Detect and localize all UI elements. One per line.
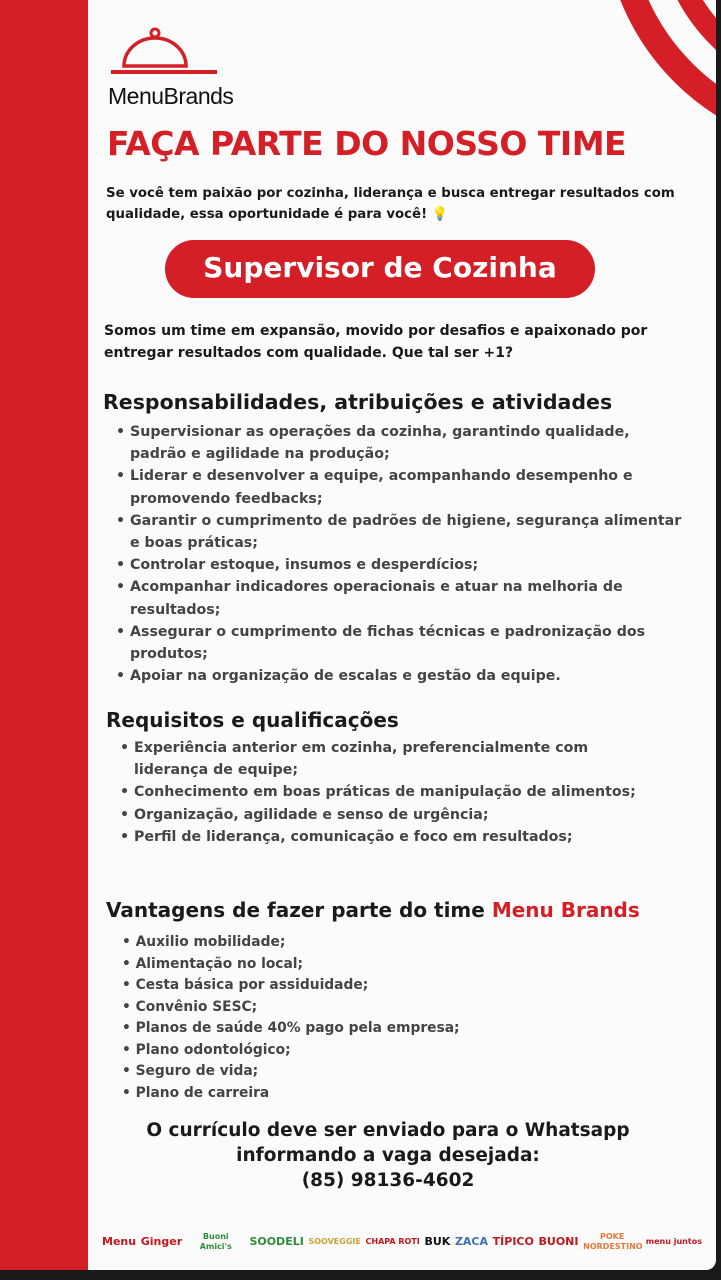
cta-phone: (85) 98136-4602 [301,1170,475,1191]
responsibilities-list [116,421,686,687]
job-title-badge: Supervisor de Cozinha [165,240,595,298]
list-item: • Plano odontológico; [122,1040,642,1062]
list-item: • Auxilio mobilidade; [122,932,642,954]
list-item: • Planos de saúde 40% pago pela empresa; [122,1018,642,1040]
list-item: • Plano de carreira [122,1083,642,1105]
list-item: • Garantir o cumprimento de padrões de higiene, segurança alimentar e boas práticas; [116,510,686,554]
cta-line1: O currículo deve ser enviado para o Whatsapp [146,1120,630,1141]
requirements-title: Requisitos e qualificações [106,708,399,732]
brand-logo: TÍPICO [492,1235,534,1248]
brand-logo: BUONI [538,1235,579,1248]
brand-logo: CHAPA ROTI [365,1237,420,1246]
headline: FAÇA PARTE DO NOSSO TIME [107,124,627,163]
brand-logo: BUK [424,1235,451,1248]
benefits-list [122,932,642,1104]
list-item: • Alimentação no local; [122,954,642,976]
responsibilities-title: Responsabilidades, atribuições e atividades [103,390,613,414]
list-item: • Conhecimento em boas práticas de manipulação de alimentos; [120,781,640,803]
list-item: • Controlar estoque, insumos e desperdícios; [116,554,686,576]
cta [100,1118,676,1193]
intro-text: Se você tem paixão por cozinha, liderança e busca entregar resultados com qualidade, essa oportunidade é para você! 💡 [106,186,675,222]
list-item: • Convênio SESC; [122,997,642,1019]
brand-logos-row [102,1232,702,1252]
brand-logo: ZACA [454,1235,489,1248]
benefits-title-brand: Menu Brands [491,898,640,922]
benefits-title-text: Vantagens de fazer parte do time [106,898,492,922]
brand-logo: SOODELI [249,1235,304,1248]
brand-logo: Buoni Amici's [199,1232,232,1251]
list-item: • Seguro de vida; [122,1061,642,1083]
list-item: • Assegurar o cumprimento de fichas técnicas e padronização dos produtos; [116,621,686,665]
list-item: • Organização, agilidade e senso de urgência; [120,804,640,826]
brand-logo: Ginger [140,1235,183,1248]
brand-logo: POKE NORDESTINO [583,1232,643,1251]
list-item: • Acompanhar indicadores operacionais e atuar na melhoria de resultados; [116,576,686,620]
cta-line2: informando a vaga desejada: [236,1145,540,1166]
list-item: • Apoiar na organização de escalas e gestão da equipe. [116,665,686,687]
list-item: • Perfil de liderança, comunicação e foco em resultados; [120,826,640,848]
brand-name: MenuBrands [108,83,234,109]
benefits-title [106,898,640,922]
decorative-arcs [526,0,716,140]
list-item: • Experiência anterior em cozinha, preferencialmente com liderança de equipe; [120,737,640,781]
brand-logo: Menu [102,1235,137,1248]
list-item: • Liderar e desenvolver a equipe, acompanhando desempenho e promovendo feedbacks; [116,465,686,509]
requirements-list [120,737,640,848]
left-red-band [0,0,88,1270]
brand-logo: SOOVEGGIE [308,1237,361,1246]
team-text: Somos um time em expansão, movido por desafios e apaixonado por entregar resultados com qualidade. Que tal ser +1? [104,323,648,361]
list-item: • Supervisionar as operações da cozinha, garantindo qualidade, padrão e agilidade na produção; [116,421,686,465]
list-item: • Cesta básica por assiduidade; [122,975,642,997]
cloche-logo-icon [108,26,218,78]
brand-logo: menu juntos [645,1237,702,1246]
